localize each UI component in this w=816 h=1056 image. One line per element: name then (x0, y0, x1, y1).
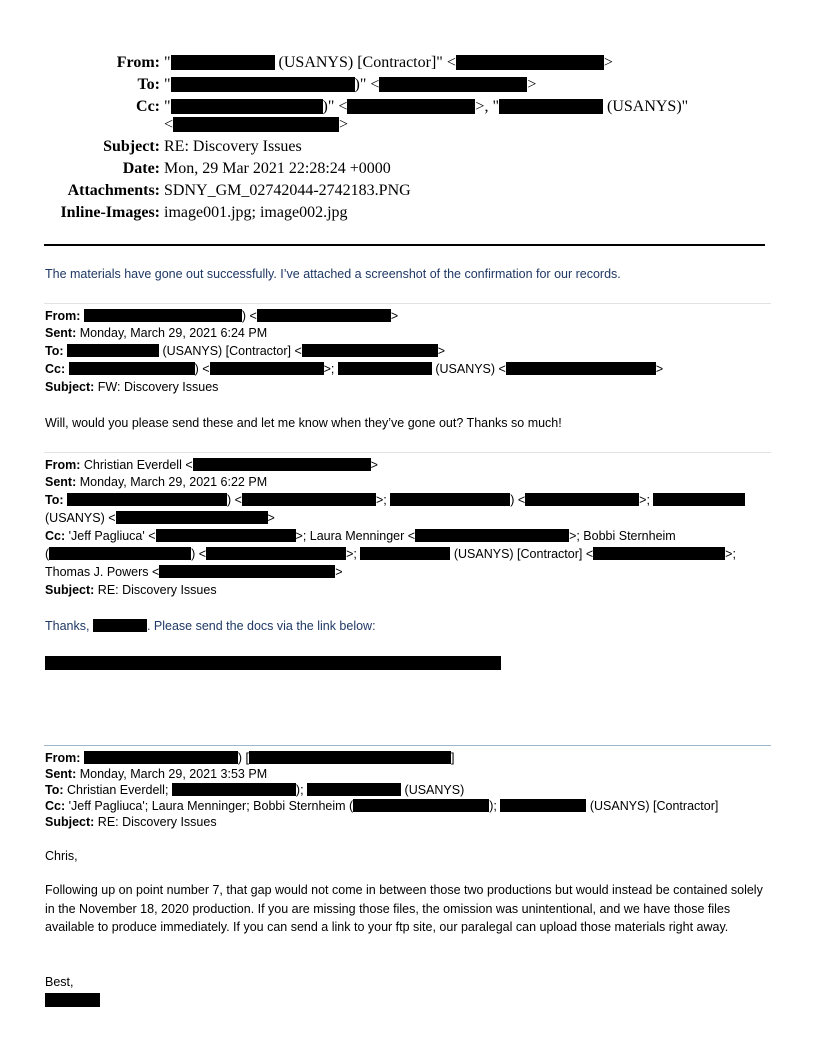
message-2-subject (45, 379, 218, 395)
redaction (338, 362, 432, 375)
text: > (655, 362, 664, 376)
to-text: )" < (354, 76, 380, 93)
attachments-label: Attachments: (67, 182, 160, 199)
sent-value: Monday, March 29, 2021 6:24 PM (79, 326, 268, 340)
text: Thanks, (45, 619, 90, 633)
text: >; (346, 547, 357, 561)
redaction (171, 77, 355, 92)
redaction (302, 344, 438, 357)
text: >; Bobbi Sternheim (569, 529, 676, 543)
redaction (653, 493, 745, 506)
message-4-subject (45, 814, 217, 830)
redaction (171, 99, 323, 114)
message-2-cc (45, 361, 663, 377)
quote: " (164, 98, 171, 115)
redaction (379, 77, 527, 92)
subject-value: RE: Discovery Issues (97, 815, 217, 829)
cc-label: Cc: (45, 529, 66, 543)
cc-label: Cc: (45, 799, 66, 813)
subject-value: RE: Discovery Issues (97, 583, 217, 597)
from-text: (USANYS) [Contractor]" < (274, 54, 456, 71)
message-2-from (45, 308, 398, 324)
redaction (390, 493, 510, 506)
message-3-to-line-2 (45, 510, 275, 526)
sent-label: Sent: (45, 475, 77, 489)
bracket: > (603, 54, 613, 71)
cc-label: Cc: (45, 362, 66, 376)
date-value: Mon, 29 Mar 2021 22:28:24 +0000 (164, 160, 391, 177)
attachments-value: SDNY_GM_02742044-2742183.PNG (164, 182, 411, 199)
from-label: From: (45, 458, 81, 472)
to-label: To: (45, 493, 64, 507)
message-3-subject (45, 582, 217, 598)
redaction (415, 529, 569, 542)
cc-label: Cc: (136, 98, 160, 115)
text: (USANYS) [Contractor] (589, 799, 719, 813)
message-3-body (45, 618, 376, 634)
text: ) < (227, 493, 242, 507)
redaction (93, 619, 147, 632)
cc-text: )" < (322, 98, 348, 115)
redaction (257, 309, 391, 322)
message-4-from (45, 750, 455, 766)
message-3-sent (45, 474, 267, 490)
text: >; Laura Menninger < (295, 529, 416, 543)
text: > (390, 309, 399, 323)
message-divider (44, 303, 771, 304)
subject-label: Subject: (45, 380, 95, 394)
text: > (335, 565, 343, 579)
redaction (506, 362, 656, 375)
redaction (456, 55, 604, 70)
bracket: > (339, 116, 349, 133)
text: > (437, 344, 446, 358)
subject-value: FW: Discovery Issues (97, 380, 219, 394)
text: ) [ (237, 751, 250, 765)
sent-value: Monday, March 29, 2021 3:53 PM (79, 767, 268, 781)
redaction (173, 117, 339, 132)
redaction (84, 309, 242, 322)
redaction (353, 799, 489, 812)
message-2-body: Will, would you please send these and let me know when they’ve gone out? Thanks so much! (45, 416, 562, 430)
message-4-greeting: Chris, (45, 849, 78, 863)
inline-images-label: Inline-Images: (60, 204, 160, 221)
redaction (67, 344, 159, 357)
bracket: < (164, 116, 174, 133)
header-divider (44, 244, 765, 246)
redaction (171, 55, 275, 70)
sent-label: Sent: (45, 326, 77, 340)
redaction (159, 565, 335, 578)
subject-label: Subject: (103, 138, 160, 155)
redaction (525, 493, 639, 506)
quote: " (164, 54, 171, 71)
subject-value: RE: Discovery Issues (164, 138, 302, 155)
redaction (500, 799, 586, 812)
message-3-cc (45, 528, 676, 544)
subject-label: Subject: (45, 815, 95, 829)
subject-label: Subject: (45, 583, 95, 597)
to-label: To: (137, 76, 160, 93)
redaction (210, 362, 324, 375)
redaction (49, 547, 191, 560)
message-4-to (45, 782, 464, 798)
message-4-closing: Best, (45, 975, 74, 989)
redaction (347, 99, 475, 114)
text: ); (489, 799, 497, 813)
text: Thomas J. Powers < (45, 565, 160, 579)
text: 'Jeff Pagliuca' < (68, 529, 156, 543)
redaction (593, 547, 725, 560)
message-divider (44, 745, 771, 746)
redaction (67, 493, 227, 506)
text: Christian Everdell; (67, 783, 169, 797)
text: >; (639, 493, 650, 507)
redaction (84, 751, 238, 764)
from-label: From: (45, 751, 81, 765)
message-4-body: Following up on point number 7, that gap would not come in between those two productions but would instead be contained solely in the November 18, 2020 production. If you are missing those files, the omission was unintentional, and we have those files available to produce immediately. If you can send a link to your ftp site, our paralegal can upload those materials right away. (45, 883, 763, 934)
message-4-cc (45, 798, 718, 814)
text: ( (45, 547, 50, 561)
redaction (249, 751, 451, 764)
text: (USANYS) < (45, 511, 116, 525)
message-1-body: The materials have gone out successfully. I’ve attached a screenshot of the confirmation for our records. (45, 267, 621, 281)
redaction (69, 362, 195, 375)
text: >; (725, 547, 736, 561)
from-label: From: (45, 309, 81, 323)
quote: " (164, 76, 171, 93)
message-3-cc-line-2 (45, 546, 736, 562)
message-3-from (45, 457, 378, 473)
redaction (206, 547, 346, 560)
to-label: To: (45, 783, 64, 797)
text: (USANYS) [Contractor] < (453, 547, 594, 561)
redaction (116, 511, 268, 524)
message-4-sent (45, 766, 267, 782)
text: ] (451, 751, 455, 765)
text: (USANYS) < (435, 362, 506, 376)
from-label: From: (116, 54, 160, 71)
inline-images-value: image001.jpg; image002.jpg (164, 204, 348, 221)
text: . Please send the docs via the link below: (146, 619, 376, 633)
text: ) < (194, 362, 210, 376)
text: Christian Everdell < (83, 458, 193, 472)
redaction (242, 493, 376, 506)
date-label: Date: (122, 160, 160, 177)
message-3-cc-line-3 (45, 564, 343, 580)
cc-text: >, " (475, 98, 499, 115)
text: > (370, 458, 378, 472)
message-2-sent (45, 325, 267, 341)
text: >; (375, 493, 387, 507)
redaction (172, 783, 296, 796)
text: (USANYS) [Contractor] < (162, 344, 302, 358)
redaction (156, 529, 296, 542)
cc-text: (USANYS)" (602, 98, 689, 115)
redaction (499, 99, 603, 114)
message-2-to (45, 343, 445, 359)
text: ) < (510, 493, 526, 507)
bracket: > (527, 76, 537, 93)
text: 'Jeff Pagliuca'; Laura Menninger; Bobbi Sternheim ( (68, 799, 354, 813)
message-3-to (45, 492, 745, 508)
redaction (307, 783, 401, 796)
sent-label: Sent: (45, 767, 77, 781)
text: (USANYS) (404, 783, 465, 797)
redaction (193, 458, 371, 471)
text: ) < (241, 309, 257, 323)
to-label: To: (45, 344, 64, 358)
text: >; (323, 362, 335, 376)
text: ); (295, 783, 304, 797)
redacted-link (45, 656, 501, 670)
text: > (267, 511, 275, 525)
message-divider (44, 452, 771, 453)
redaction (360, 547, 450, 560)
text: ) < (191, 547, 207, 561)
sent-value: Monday, March 29, 2021 6:22 PM (79, 475, 268, 489)
redacted-signature (45, 993, 100, 1007)
